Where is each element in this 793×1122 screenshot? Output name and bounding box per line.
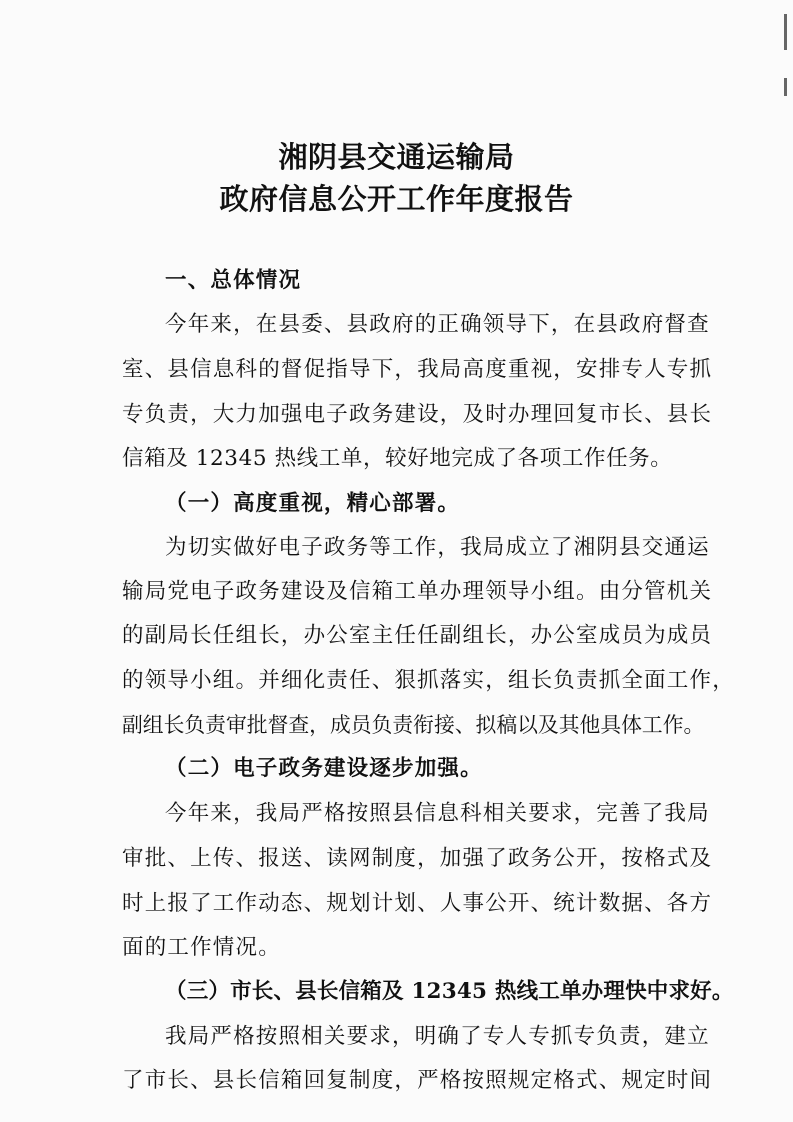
paragraph-line: 室、县信息科的督促指导下，我局高度重视，安排专人专抓 <box>122 357 713 382</box>
paragraph-line: 审批、上传、报送、读网制度，加强了政务公开，按格式及 <box>122 846 713 871</box>
paragraph-line: 面的工作情况。 <box>122 935 281 960</box>
paragraph-line: 今年来，在县委、县政府的正确领导下，在县政府督查 <box>165 312 710 337</box>
paragraph-line: 我局严格按照相关要求，明确了专人专抓专负责，建立 <box>165 1024 710 1049</box>
paragraph-line: 专负责，大力加强电子政务建设，及时办理回复市长、县长 <box>122 402 713 427</box>
section-heading-overview: 一、总体情况 <box>165 268 302 293</box>
scan-edge-mark <box>784 14 787 50</box>
document-title-line-2: 政府信息公开工作年度报告 <box>219 182 574 216</box>
paragraph-line: 今年来，我局严格按照县信息科相关要求，完善了我局 <box>165 801 710 826</box>
subsection-heading-3: （三）市长、县长信箱及 12345 热线工单办理快中求好。 <box>165 979 734 1004</box>
document-title-line-1: 湘阴县交通运输局 <box>278 140 515 174</box>
paragraph-line: 信箱及 12345 热线工单，较好地完成了各项工作任务。 <box>122 446 673 471</box>
subsection-heading-2: （二）电子政务建设逐步加强。 <box>165 756 483 781</box>
paragraph-line: 时上报了工作动态、规划计划、人事公开、统计数据、各方 <box>122 891 713 916</box>
paragraph-line: 了市长、县长信箱回复制度，严格按照规定格式、规定时间 <box>122 1068 713 1093</box>
paragraph-line: 输局党电子政务建设及信箱工单办理领导小组。由分管机关 <box>122 579 713 604</box>
paragraph-line: 副组长负责审批督查，成员负责衔接、拟稿以及其他具体工作。 <box>122 713 705 737</box>
paragraph-line: 的领导小组。并细化责任、狠抓落实，组长负责抓全面工作， <box>122 668 735 693</box>
subsection-heading-1: （一）高度重视，精心部署。 <box>165 491 461 516</box>
paragraph-line: 为切实做好电子政务等工作，我局成立了湘阴县交通运 <box>165 535 710 560</box>
scan-edge-mark <box>784 78 787 96</box>
paragraph-line: 的副局长任组长，办公室主任任副组长，办公室成员为成员 <box>122 623 713 648</box>
